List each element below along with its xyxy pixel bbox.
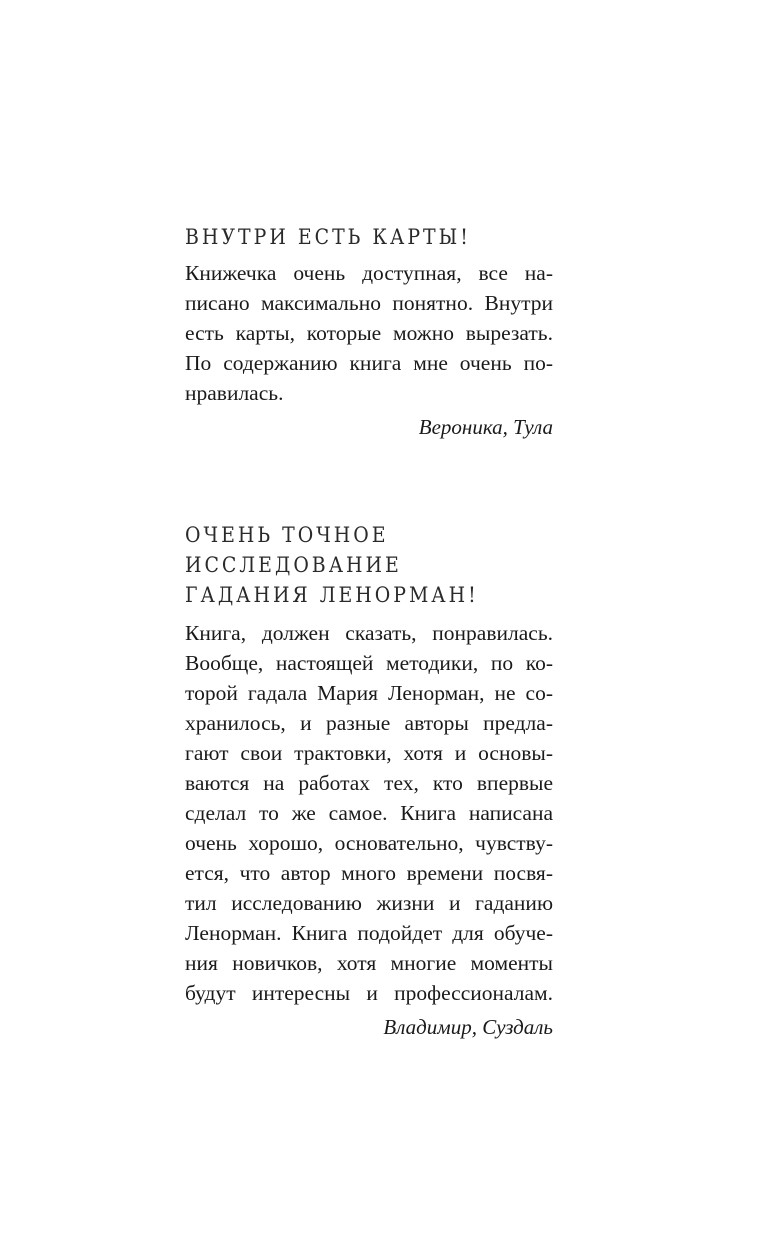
review-signature: Вероника, Тула — [418, 415, 553, 439]
heading-line: ОЧЕНЬ ТОЧНОЕ — [185, 523, 389, 547]
heading-line: ИССЛЕДОВАНИЕ — [185, 553, 402, 577]
body-line: Вообще, настоящей методики, по ко- — [185, 651, 553, 675]
body-line: хранилось, и разные авторы предла- — [185, 711, 553, 735]
body-line: торой гадала Мария Ленорман, не со- — [185, 681, 553, 705]
review-signature: Владимир, Суздаль — [383, 1015, 553, 1039]
body-line: писано максимально понятно. Внутри — [185, 291, 553, 315]
review-body — [185, 618, 553, 1008]
body-line: сделал то же самое. Книга написана — [185, 801, 553, 825]
body-line: ваются на работах тех, кто впервые — [185, 771, 553, 795]
heading-line: ВНУТРИ ЕСТЬ КАРТЫ! — [185, 225, 471, 249]
body-line: По содержанию книга мне очень по- — [185, 351, 553, 375]
body-line: Книжечка очень доступная, все на- — [185, 261, 553, 285]
body-line: нравилась. — [185, 381, 284, 405]
heading-line: ГАДАНИЯ ЛЕНОРМАН! — [185, 583, 479, 607]
review-heading — [185, 520, 553, 610]
review-1 — [185, 222, 553, 442]
body-line: ется, что автор много времени посвя- — [185, 861, 553, 885]
body-line: тил исследованию жизни и гаданию — [185, 891, 553, 915]
review-heading — [185, 222, 553, 252]
body-line: гают свои трактовки, хотя и основы- — [185, 741, 553, 765]
body-line: Ленорман. Книга подойдет для обуче- — [185, 921, 553, 945]
body-line: ния новичков, хотя многие моменты — [185, 951, 553, 975]
body-line: есть карты, которые можно вырезать. — [185, 321, 553, 345]
body-line: будут интересны и профессионалам. — [185, 981, 553, 1005]
body-line: Книга, должен сказать, понравилась. — [185, 621, 553, 645]
body-line: очень хорошо, основательно, чувству- — [185, 831, 553, 855]
review-body — [185, 258, 553, 408]
review-2 — [185, 520, 553, 1042]
